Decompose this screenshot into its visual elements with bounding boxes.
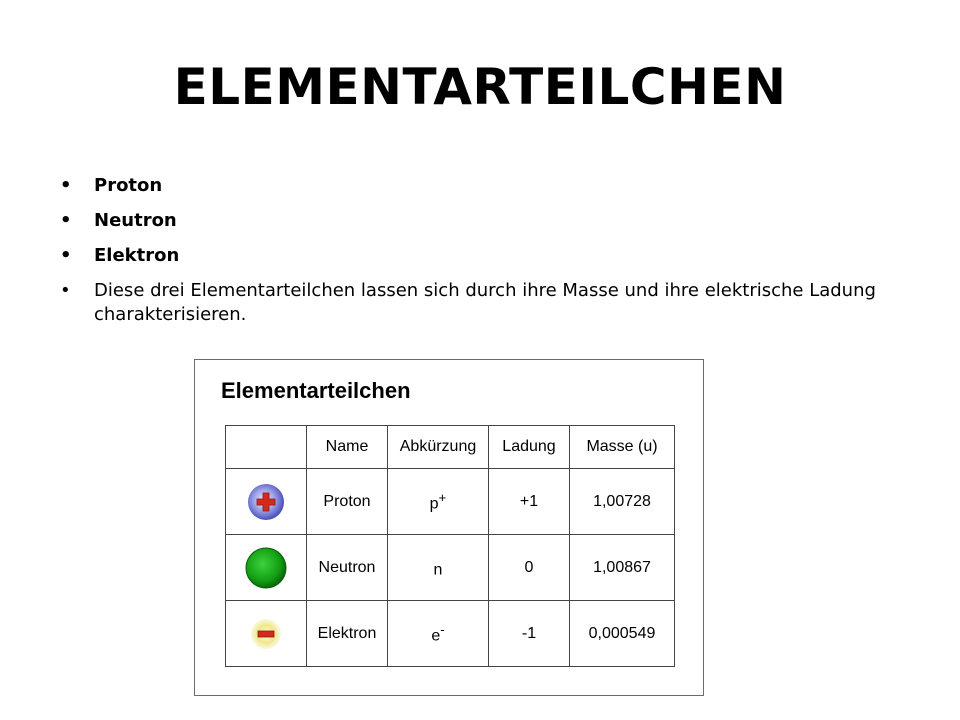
header-mass: Masse (u) bbox=[570, 426, 675, 469]
proton-icon-cell bbox=[226, 469, 307, 535]
neutron-abbr: n bbox=[388, 535, 489, 601]
proton-abbr: p+ bbox=[388, 469, 489, 535]
bullet-neutron: • Neutron bbox=[60, 209, 880, 233]
header-icon bbox=[226, 426, 307, 469]
particle-figure bbox=[194, 359, 704, 696]
neutron-name: Neutron bbox=[307, 535, 388, 601]
bullet-proton: • Proton bbox=[60, 174, 880, 198]
proton-icon bbox=[246, 482, 286, 522]
particle-table bbox=[225, 425, 675, 667]
table-row bbox=[226, 469, 675, 535]
electron-charge: -1 bbox=[489, 601, 570, 667]
header-abbr: Abkürzung bbox=[388, 426, 489, 469]
proton-charge: +1 bbox=[489, 469, 570, 535]
bullet-description: • Diese drei Elementarteilchen lassen sich durch ihre Masse und ihre elektrische Ladung charakterisieren. bbox=[60, 279, 880, 327]
electron-icon bbox=[249, 617, 283, 651]
proton-mass: 1,00728 bbox=[570, 469, 675, 535]
header-charge: Ladung bbox=[489, 426, 570, 469]
slide-title: ELEMENTARTEILCHEN bbox=[173, 58, 787, 116]
electron-name: Elektron bbox=[307, 601, 388, 667]
table-row bbox=[226, 535, 675, 601]
neutron-icon bbox=[244, 546, 288, 590]
electron-icon-cell bbox=[226, 601, 307, 667]
electron-mass: 0,000549 bbox=[570, 601, 675, 667]
bullet-list bbox=[60, 174, 880, 338]
header-name: Name bbox=[307, 426, 388, 469]
proton-name: Proton bbox=[307, 469, 388, 535]
neutron-mass: 1,00867 bbox=[570, 535, 675, 601]
bullet-elektron: • Elektron bbox=[60, 244, 880, 268]
figure-title: Elementarteilchen bbox=[221, 378, 411, 403]
neutron-icon-cell bbox=[226, 535, 307, 601]
electron-abbr: e- bbox=[388, 601, 489, 667]
table-row bbox=[226, 601, 675, 667]
table-header-row bbox=[226, 426, 675, 469]
neutron-charge: 0 bbox=[489, 535, 570, 601]
